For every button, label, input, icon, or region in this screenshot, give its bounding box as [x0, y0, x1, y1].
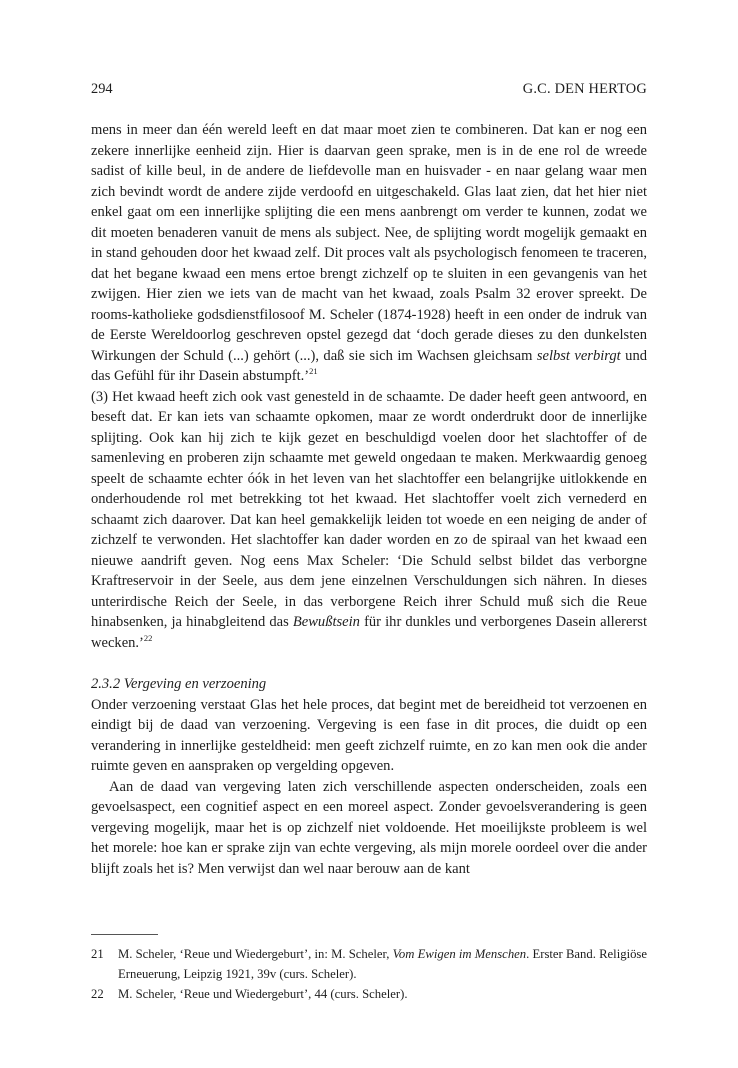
book-title: Vom Ewigen im Menschen [392, 947, 527, 961]
footnote-ref-21: 21 [309, 366, 318, 376]
paragraph-2: (3) Het kwaad heeft zich ook vast genesteld in de schaamte. De dader heeft geen antwoord, en beseft dat. Er kan iets van schaamte opkomen, maar ze wordt onderdrukt door de innerlijke splijting. Ook kan hij zich te kijk gezet en beschuldigd voelen door het slachtoffer of de samenleving en proberen zijn schaamte met geweld ongedaan te maken. Merkwaardig genoeg speelt de schaamte echter óók in het leven van het slachtoffer een belangrijke uitlokkende en onderhoudende rol met betrekking tot het kwaad. Het slachtoffer voelt zich vernederd en schaamt zich daarover. Dat kan heel gemakkelijk leiden tot woede en een neiging de ander of zichzelf te verwonden. Het slachtoffer kan dader worden en zo de spiraal van het kwaad een nieuwe aandrift geven. Nog eens Max Scheler: ‘Die Schuld selbst bildet das verborgne Kraftreservoir in der Seele, aus dem jene einzelnen Verschuldungen sich nähren. In dieses unterirdische Reich der Seele, in das verborgene Reich ihrer Schuld muß sich die Reue hinabsenken, ja hinabgleitend das Bewußtsein für ihr dunkles und verborgenes Dasein allererst wecken.’$^{22}$ [91, 388, 647, 651]
section-heading: 2.3.2 Vergeving en verzoening [91, 676, 267, 692]
emphasis: selbst verbirgt [536, 347, 621, 364]
footnote-21: 21 M. Scheler, ‘Reue und Wiedergeburt’, in: M. Scheler, Vom Ewigen im Menschen. Erster Band. Religiöse Erneuerung, Leipzig 1921, 39v (curs. Scheler). [91, 944, 647, 984]
footnote-number: 22 [91, 987, 104, 1001]
book-page [91, 0, 647, 1068]
emphasis: Bewußtsein [292, 614, 360, 630]
running-header [91, 79, 647, 99]
footnote-22: 22 M. Scheler, ‘Reue und Wiedergeburt’, 44 (curs. Scheler). [91, 984, 647, 1004]
paragraph-3: Onder verzoening verstaat Glas het hele proces, dat begint met de bereidheid tot verzoenen en eindigt bij de daad van verzoening. Vergeving is een fase in dit proces, die duidt op een verandering in innerlijke gesteldheid: men geeft zichzelf ruimte, en zo kan men ook die ander ruimte geven en aanspraken op vergelding opgeven. [91, 696, 647, 774]
paragraph-1: mens in meer dan één wereld leeft en dat maar moet zien te combineren. Dat kan er nog een zekere innerlijke eenheid zijn. Hier is daarvan geen sprake, men is in de ene rol de wreede sadist of kille beul, in de andere de liefdevolle man en huisvader - en naar gelang waar men zich bevindt wordt de andere zijde verdoofd en uitgeschakeld. Glas laat zien, dat het hier niet enkel gaat om een innerlijke splijting die een mens aanbrengt om verder te kunnen, zodat we dit moeten benaderen vanuit de mens als subject. Nee, de splijting wordt mogelijk gemaakt en in stand gehouden door het kwaad zelf. Dit proces valt als psychologisch fenomeen te traceren, dat het begane kwaad een mens ertoe brengt zichzelf op te sluiten in een gevangenis van het zwijgen. Hier zien we iets van de macht van het kwaad, zoals Psalm 32 erover spreekt. De rooms-katholieke godsdienstfilosoof M. Scheler (1874-1928) heeft in een onder de indruk van de Eerste Wereldoorlog geschreven opstel gezegd dat ‘doch gerade dieses zu den dunkelsten Wirkungen der Schuld (...) gehört (...), daß sie sich im Wachsen gleichsam selbst verbirgt und das Gefühl für ihr Dasein abstumpft.’$^{21}$ [91, 122, 647, 384]
footnote-number: 21 [91, 947, 104, 961]
running-title: G.C. DEN HERTOG [522, 81, 647, 97]
paragraph-4: Aan de daad van vergeving laten zich verschillende aspecten onderscheiden, zoals een gevoelsaspect, een cognitief aspect en een moreel aspect. Zonder gevoelsverandering is geen vergeving mogelijk, maar het is op zichzelf niet voldoende. Het moeilijkste probleem is wel het morele: hoe kan er sprake zijn van echte vergeving, als mijn morele oordeel over die ander blijft zoals het is? Men verwijst dan wel naar berouw aan de kant [91, 778, 647, 877]
footnote-divider [91, 934, 158, 935]
footnotes [91, 944, 647, 1004]
footnote-ref-22: 22 [143, 632, 153, 643]
page-number: 294 [91, 81, 113, 97]
main-text [91, 120, 647, 879]
